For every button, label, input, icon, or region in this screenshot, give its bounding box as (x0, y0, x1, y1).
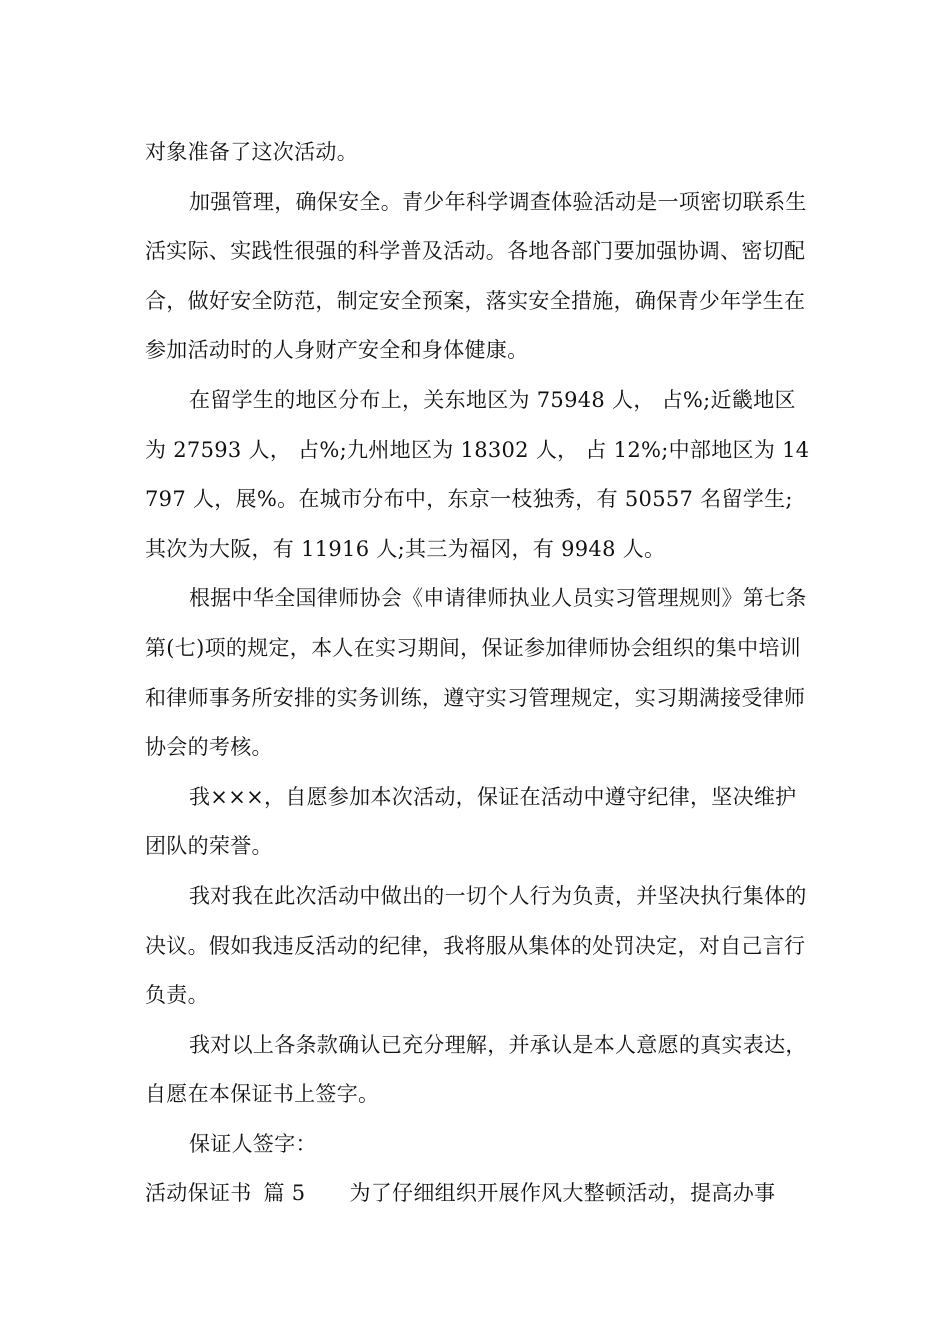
paragraph-lawyer-internship: 根据中华全国律师协会《申请律师执业人员实习管理规则》第七条第(七)项的规定，本人在实习期间，保证参加律师协会组织的集中培训和律师事务所安排的实务训练，遵守实习管理规定，实习期满接受律师协会的考核。 (145, 586, 807, 760)
paragraph-pledge-confirmation: 我对以上各条款确认已充分理解，并承认是本人意愿的真实表达，自愿在本保证书上签字。 (145, 1032, 807, 1107)
paragraph-student-distribution: 在留学生的地区分布上，关东地区为 75948 人， 占%;近畿地区为 27593 人， 占%;九州地区为 18302 人， 占 12%;中部地区为 14797 人，展%。在城市分布中，东京一枝独秀，有 50557 名留学生;其次为大阪，有 11916 人;其三为福冈，有 9948 人。 (145, 387, 810, 561)
section-heading-number: 篇 5 (263, 1181, 306, 1206)
paragraph-pledge-responsibility: 我对我在此次活动中做出的一切个人行为负责，并坚决执行集体的决议。假如我违反活动的纪律，我将服从集体的处罚决定，对自己言行负责。 (145, 883, 807, 1008)
section-heading (145, 1169, 810, 1219)
section-heading-label: 活动保证书 (145, 1181, 252, 1206)
paragraph-safety-management: 加强管理，确保安全。青少年科学调查体验活动是一项密切联系生活实际、实践性很强的科学普及活动。各地各部门要加强协调、密切配合，做好安全防范，制定安全预案，落实安全措施，确保青少年学生在参加活动时的人身财产安全和身体健康。 (145, 189, 807, 363)
paragraph-pledge-discipline: 我×××，自愿参加本次活动，保证在活动中遵守纪律，坚决维护团队的荣誉。 (145, 784, 797, 859)
signature-line: 保证人签字： (189, 1131, 317, 1156)
document-body (145, 128, 810, 1219)
paragraph-continuation: 对象准备了这次活动。 (145, 140, 358, 164)
section-lead-text: 为了仔细组织开展作风大整顿活动，提高办事 (349, 1181, 776, 1206)
